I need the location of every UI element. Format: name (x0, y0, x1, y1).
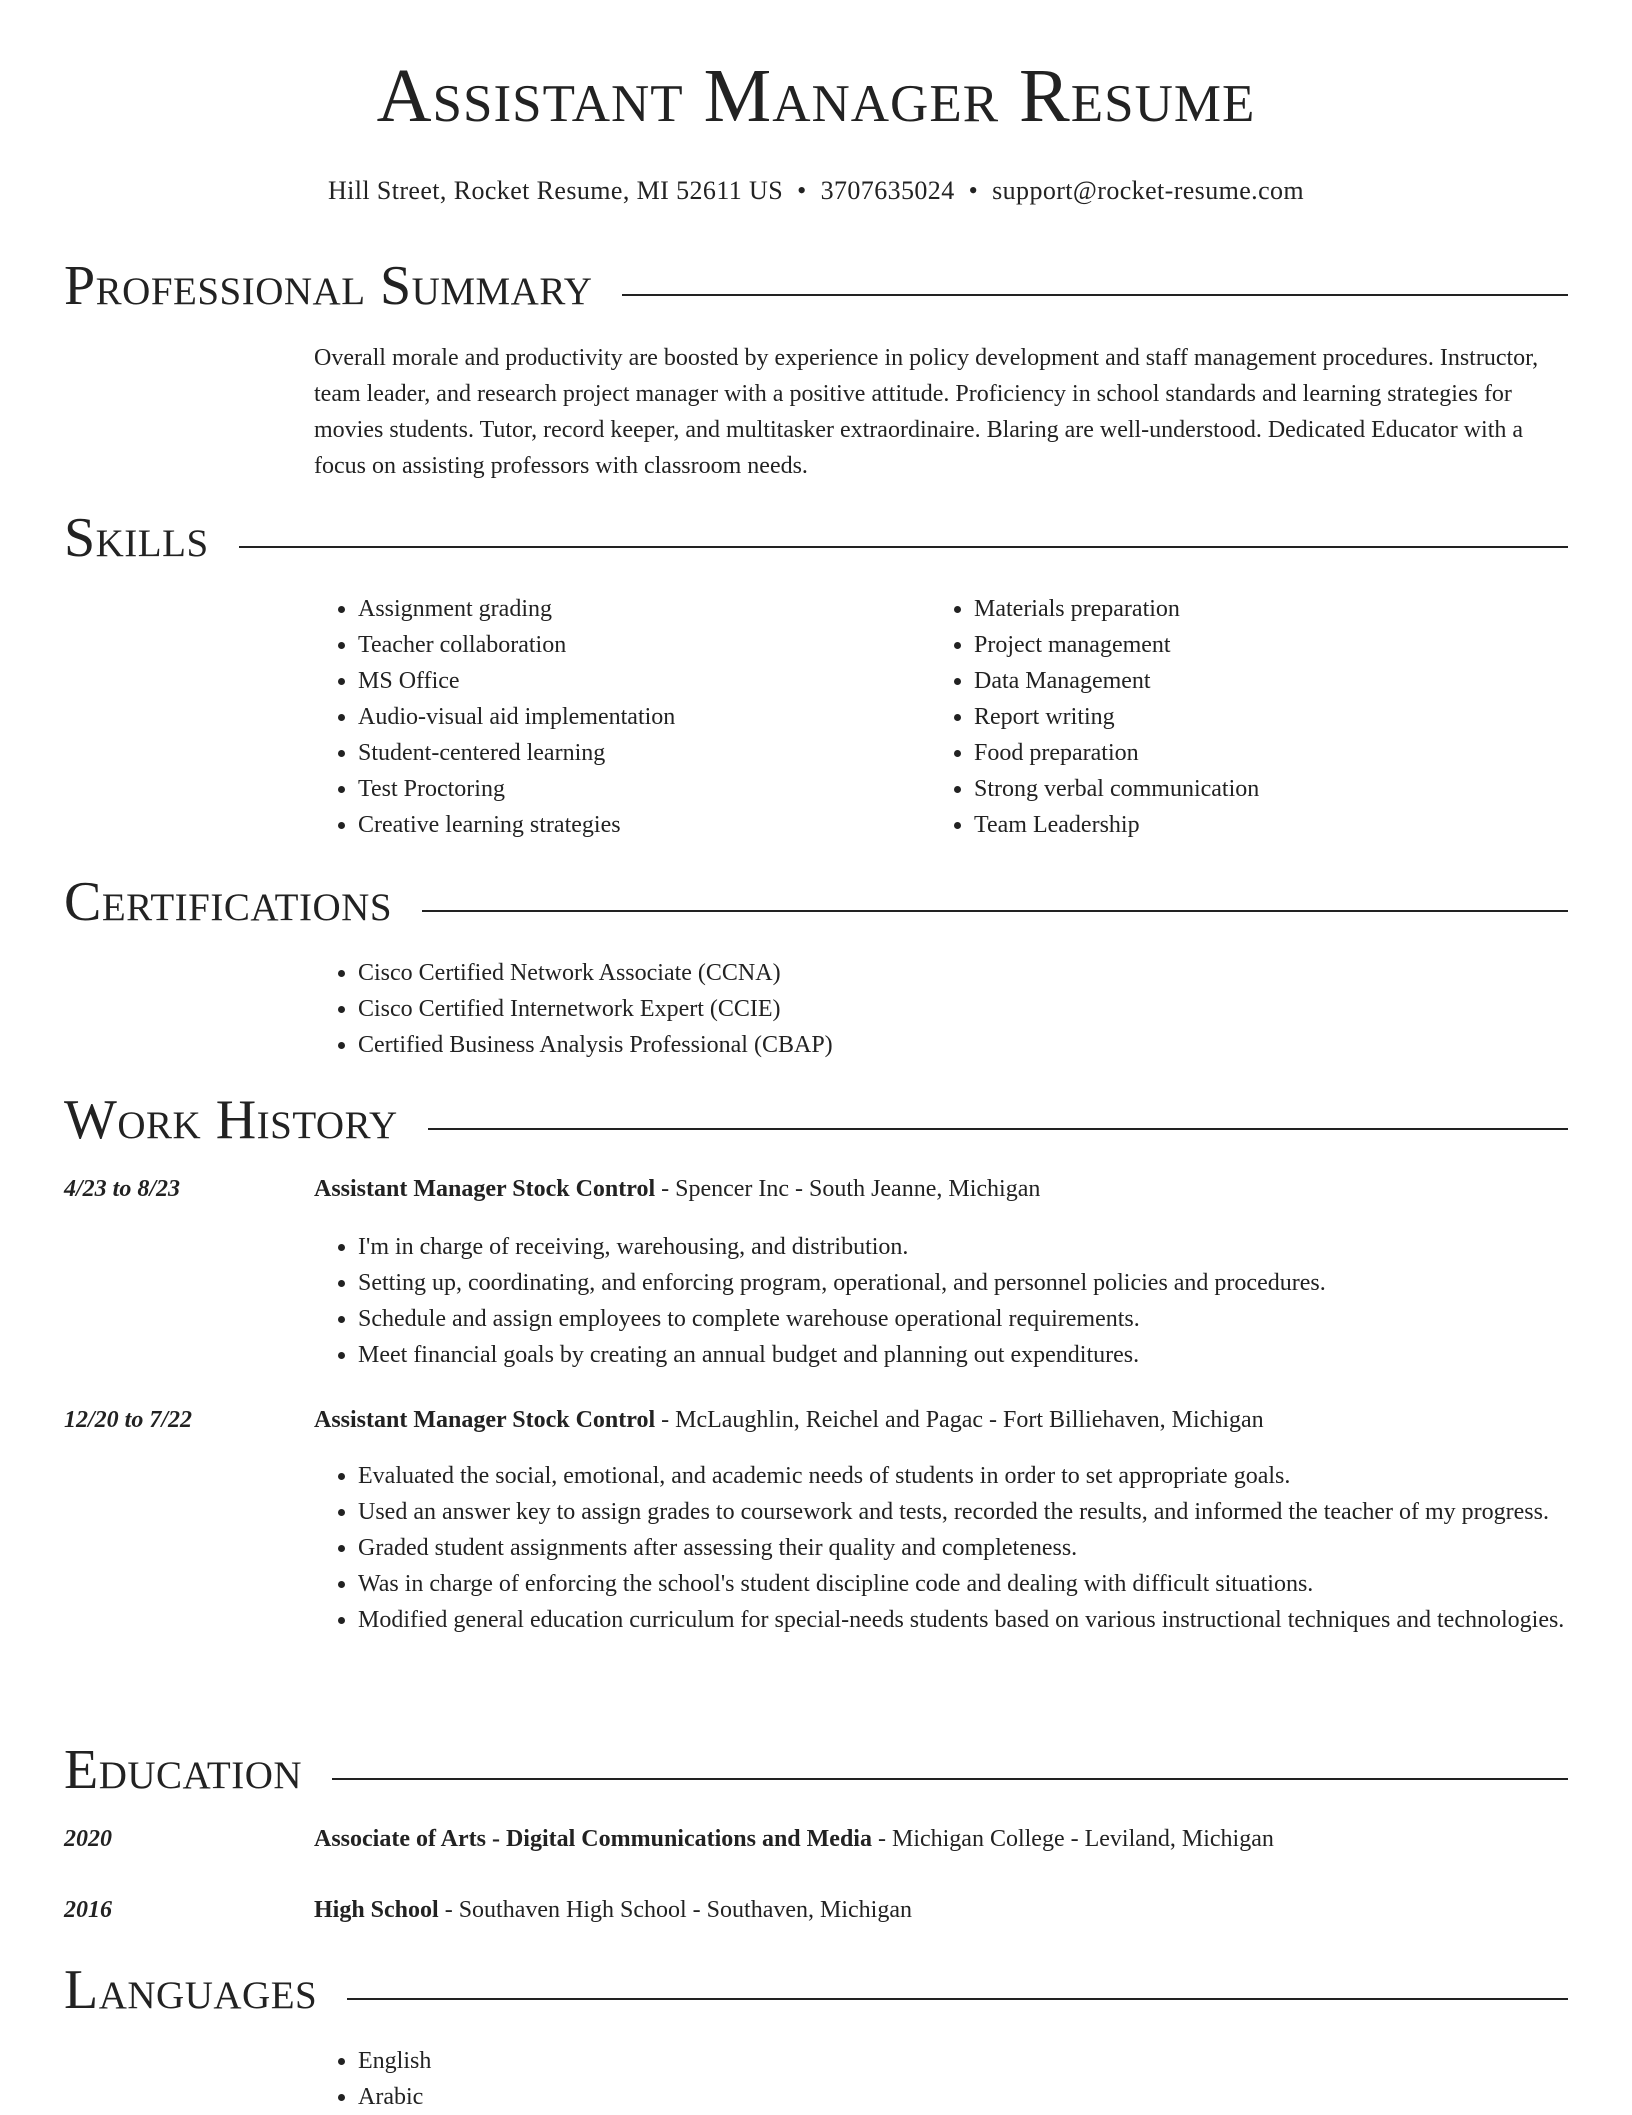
skill-item: • Report writing (974, 699, 1530, 735)
contact-phone: 3707635024 (820, 176, 955, 205)
skills-right-column (930, 591, 1530, 843)
job-bullet: • Modified general education curriculum for special-needs students based on various instructional techniques and technologies. (358, 1602, 1568, 1638)
job-bullet: • Evaluated the social, emotional, and academic needs of students in order to set appropriate goals. (358, 1458, 1568, 1494)
languages-list (314, 2043, 1568, 2115)
job-employer: - McLaughlin, Reichel and Pagac - Fort Billiehaven, Michigan (655, 1407, 1264, 1433)
certification-item: • Cisco Certified Network Associate (CCNA) (358, 955, 1568, 991)
contact-line (0, 176, 1632, 206)
section-rule (64, 546, 1568, 548)
education-school: - Southaven High School - Southaven, Michigan (438, 1897, 912, 1923)
resume-title: Assistant Manager Resume (376, 54, 1256, 138)
job-title: Assistant Manager Stock Control (314, 1176, 656, 1202)
skill-item: • Teacher collaboration (358, 627, 914, 663)
job-dates: 12/20 to 7/22 (64, 1407, 193, 1433)
language-item: • English (358, 2043, 1568, 2079)
job-bullets (314, 1458, 1568, 1638)
education-section-heading (64, 1738, 1568, 1801)
job-dates: 4/23 to 8/23 (64, 1176, 181, 1202)
section-title: Professional Summary (64, 258, 622, 314)
section-title: Work History (64, 1092, 428, 1148)
contact-address: Hill Street, Rocket Resume, MI 52611 US (327, 176, 784, 205)
skills-left-column (314, 591, 914, 843)
job-title: Assistant Manager Stock Control (314, 1407, 656, 1433)
skills-section-heading (64, 506, 1568, 569)
education-school: - Michigan College - Leviland, Michigan (871, 1826, 1274, 1852)
job-bullet: • Schedule and assign employees to complete warehouse operational requirements. (358, 1301, 1568, 1337)
section-title: Languages (64, 1962, 347, 2018)
skill-item: • Test Proctoring (358, 771, 914, 807)
job-bullet: • Graded student assignments after assessing their quality and completeness. (358, 1530, 1568, 1566)
language-item: • Arabic (358, 2079, 1568, 2115)
education-heading (314, 1826, 1568, 1853)
job-bullet: • Used an answer key to assign grades to coursework and tests, recorded the results, and informed the teacher of my progress. (358, 1494, 1568, 1530)
certification-item: • Cisco Certified Internetwork Expert (CCIE) (358, 991, 1568, 1027)
education-degree: High School (314, 1897, 439, 1923)
skill-item: • Project management (974, 627, 1530, 663)
work-history-section-heading (64, 1088, 1568, 1151)
education-degree: Associate of Arts - Digital Communications and Media (314, 1826, 872, 1852)
job-heading (314, 1407, 1568, 1434)
certifications-list (314, 955, 1568, 1063)
job-bullet: • Meet financial goals by creating an annual budget and planning out expenditures. (358, 1337, 1568, 1373)
job-bullet: • Was in charge of enforcing the school's student discipline code and dealing with difficult situations. (358, 1566, 1568, 1602)
languages-section-heading (64, 1958, 1568, 2021)
job-bullet: • I'm in charge of receiving, warehousing, and distribution. (358, 1229, 1568, 1265)
skill-item: • MS Office (358, 663, 914, 699)
skill-item: • Food preparation (974, 735, 1530, 771)
section-title: Certifications (64, 874, 422, 930)
skill-item: • Data Management (974, 663, 1530, 699)
certifications-section-heading (64, 870, 1568, 933)
summary-text: Overall morale and productivity are boosted by experience in policy development and staff management procedures. Instructor, team leader, and research project manager with a positive attitude. Proficiency in school standards and learning strategies for movies students. Tutor, record keeper, and multitasker extraordinaire. Blaring are well-understood. Dedicated Educator with a focus on assisting professors with classroom needs. (314, 345, 1539, 479)
education-year: 2016 (64, 1897, 112, 1923)
skill-item: • Strong verbal communication (974, 771, 1530, 807)
job-bullet: • Setting up, coordinating, and enforcing program, operational, and personnel policies and procedures. (358, 1265, 1568, 1301)
contact-email: support@rocket-resume.com (992, 176, 1305, 205)
skill-item: • Student-centered learning (358, 735, 914, 771)
skill-item: • Materials preparation (974, 591, 1530, 627)
skill-item: • Team Leadership (974, 807, 1530, 843)
skill-item: • Assignment grading (358, 591, 914, 627)
section-title: Skills (64, 510, 239, 566)
job-employer: - Spencer Inc - South Jeanne, Michigan (655, 1176, 1041, 1202)
summary-section-heading (64, 254, 1568, 317)
section-title: Education (64, 1742, 332, 1798)
certification-item: • Certified Business Analysis Professional (CBAP) (358, 1027, 1568, 1063)
education-heading (314, 1897, 1568, 1924)
job-bullets (314, 1229, 1568, 1373)
contact-separator: • (797, 176, 807, 205)
contact-separator: • (968, 176, 979, 205)
education-year: 2020 (64, 1826, 112, 1852)
job-heading (314, 1176, 1568, 1203)
skill-item: • Audio-visual aid implementation (358, 699, 914, 735)
skill-item: • Creative learning strategies (358, 807, 914, 843)
